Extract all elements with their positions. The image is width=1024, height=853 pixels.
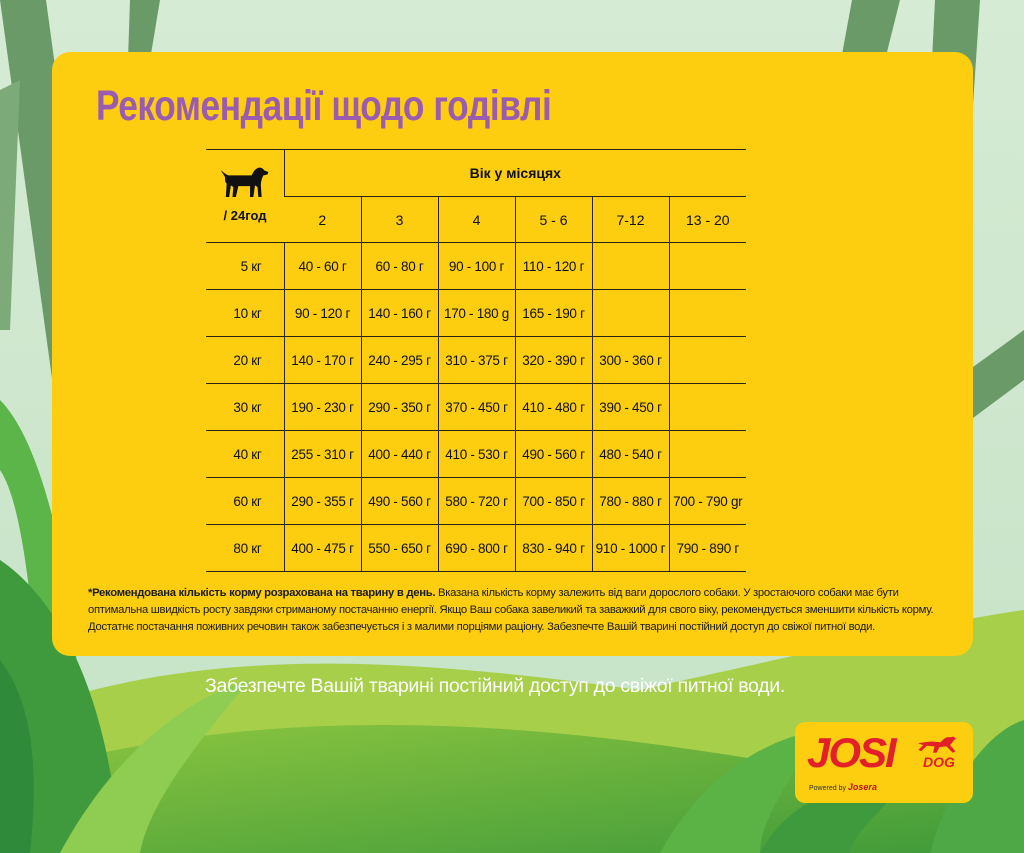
portion-cell [592,290,669,337]
portion-cell: 780 - 880 г [592,478,669,525]
powered-by-text: Powered by [809,785,846,792]
feeding-card [52,52,973,656]
portion-cell: 490 - 560 г [515,431,592,478]
portion-cell: 320 - 390 г [515,337,592,384]
portion-cell: 90 - 100 г [438,243,515,290]
portion-cell: 700 - 850 г [515,478,592,525]
weight-label: 20 кг [206,337,284,384]
portion-cell: 580 - 720 г [438,478,515,525]
age-column-header: 7-12 [592,197,669,243]
weight-label: 80 кг [206,525,284,572]
table-row [206,243,746,290]
portion-cell: 690 - 800 г [438,525,515,572]
footnote-bold: *Рекомендована кількість корму розрахована на тварину в день. [88,587,436,599]
portion-cell: 790 - 890 г [669,525,746,572]
josera-brand: Josera [847,782,877,792]
table-row [206,337,746,384]
portion-cell [592,243,669,290]
portion-cell [669,384,746,431]
table-row [206,525,746,572]
portion-cell: 290 - 355 г [284,478,361,525]
portion-cell [669,431,746,478]
weight-label: 5 кг [206,243,284,290]
portion-cell [669,290,746,337]
table-body [206,243,746,572]
portion-cell: 910 - 1000 г [592,525,669,572]
portion-cell: 550 - 650 г [361,525,438,572]
footnote [88,585,948,636]
weight-label: 60 кг [206,478,284,525]
per-day-label: / 24год [223,208,267,223]
portion-cell: 165 - 190 г [515,290,592,337]
portion-cell [669,243,746,290]
logo-josi-text: JOSI [807,729,895,776]
portion-cell: 390 - 450 г [592,384,669,431]
portion-cell: 240 - 295 г [361,337,438,384]
portion-cell: 490 - 560 г [361,478,438,525]
portion-cell: 290 - 350 г [361,384,438,431]
portion-cell: 310 - 375 г [438,337,515,384]
portion-cell: 190 - 230 г [284,384,361,431]
age-column-header: 4 [438,197,515,243]
weight-label: 30 кг [206,384,284,431]
table-row [206,431,746,478]
logo-dog-text: DOG [923,754,955,770]
age-column-header: 3 [361,197,438,243]
portion-cell: 400 - 475 г [284,525,361,572]
footnote-text: Вказана кількість корму залежить від ваги дорослого собаки. У зростаючого собаки має бути оптимальна швидкість росту завдяки стриманому постачанню енергії. Якщо Ваш собака завеликий та заважкий для свого віку, рекомендується зменшити кількість корму. Достатнє постачання поживних речовин також забезпечується і з малими порціями раціону. Забезпечте Вашій тварині постійний доступ до свіжої питної води. [88,587,934,633]
running-dog-icon [917,734,959,756]
weight-label: 40 кг [206,431,284,478]
portion-cell: 110 - 120 г [515,243,592,290]
portion-cell: 255 - 310 г [284,431,361,478]
age-header: Вік у місяцях [284,150,746,197]
portion-cell: 400 - 440 г [361,431,438,478]
portion-cell: 410 - 530 г [438,431,515,478]
portion-cell: 140 - 160 г [361,290,438,337]
table-row [206,478,746,525]
table-row [206,290,746,337]
portion-cell: 140 - 170 г [284,337,361,384]
dog-silhouette-icon [220,165,270,199]
table-corner [206,150,284,243]
portion-cell: 60 - 80 г [361,243,438,290]
portion-cell: 40 - 60 г [284,243,361,290]
portion-cell [669,337,746,384]
weight-label: 10 кг [206,290,284,337]
age-column-header: 2 [284,197,361,243]
josidog-logo [795,722,973,803]
portion-cell: 370 - 450 г [438,384,515,431]
logo-powered-by [809,782,877,792]
portion-cell: 300 - 360 г [592,337,669,384]
table-row [206,384,746,431]
age-column-header: 5 - 6 [515,197,592,243]
water-reminder: Забезпечте Вашій тварині постійний доступ до свіжої питної води. [205,675,785,697]
portion-cell: 90 - 120 г [284,290,361,337]
portion-cell: 700 - 790 gr [669,478,746,525]
page-title: Рекомендації щодо годівлі [96,82,552,130]
portion-cell: 830 - 940 г [515,525,592,572]
portion-cell: 480 - 540 г [592,431,669,478]
feeding-table [206,149,746,572]
portion-cell: 410 - 480 г [515,384,592,431]
portion-cell: 170 - 180 g [438,290,515,337]
age-column-header: 13 - 20 [669,197,746,243]
